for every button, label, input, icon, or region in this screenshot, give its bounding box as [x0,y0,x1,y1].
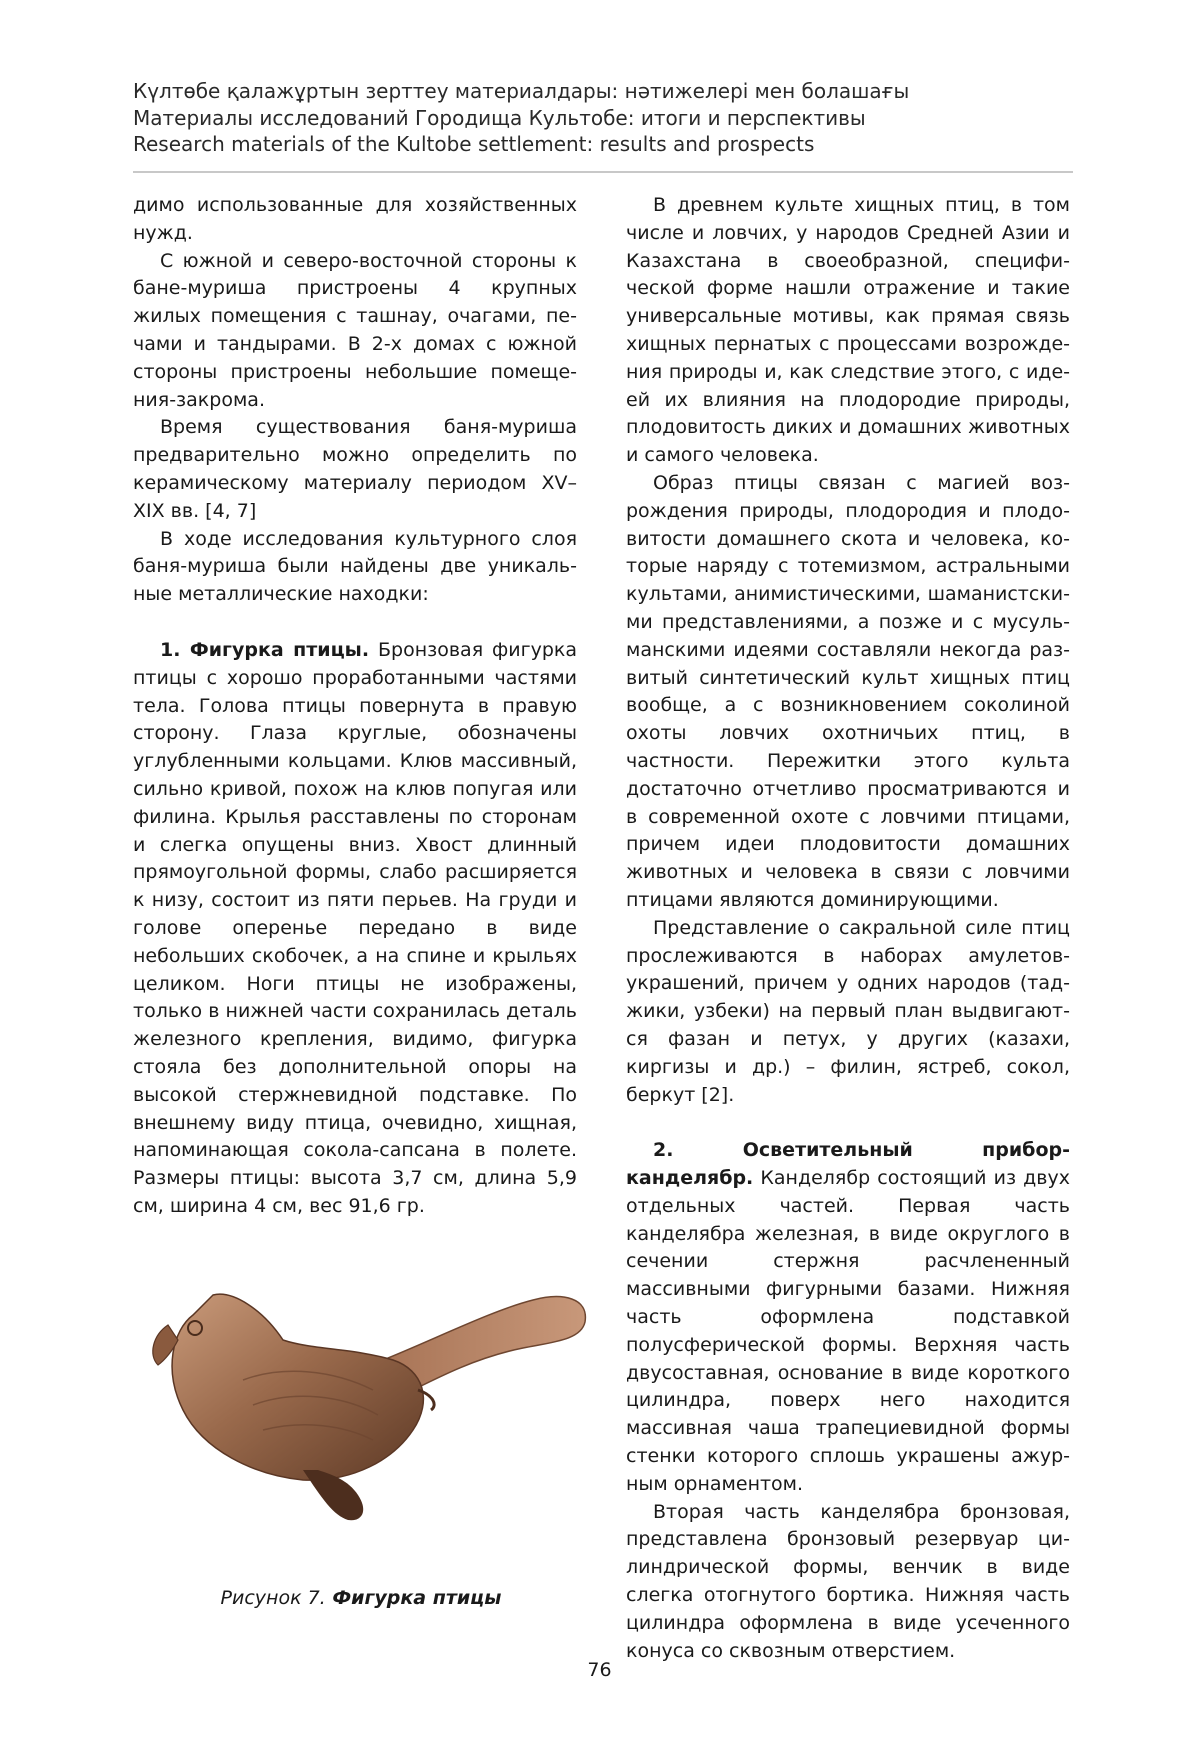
header-kazakh: Күлтөбе қалажұртын зерттеу материалдары: нәтижелері мен болашағы [133,79,910,103]
section-title: 2. Осветительный прибор-канделябр. [626,1139,1070,1190]
figure-caption [133,1585,589,1611]
section-title: 1. Фигурка птицы. [160,638,370,661]
header-russian: Материалы исследований Городища Культобе: итоги и перспективы [133,105,866,130]
paragraph: Представление о сакральной силе птиц прослеживаются в наборах амулетов-украшений, причем у одних народов (таджики, узбеки) на первый план выдвигаются фазан и петух, у других (казахи, киргизы и др.) – филин, ястреб, сокол, беркут [2]. [626,916,1070,1106]
right-column [626,192,1070,1665]
paragraph: Вторая часть канделябра бронзовая, представлена бронзовый резервуар цилиндрической формы, венчик в виде слегка отогнутого бортика. Нижняя часть цилиндра оформлена в виде усеченного конуса со сквозным отверстием. [626,1500,1070,1662]
paragraph-bird-figurine [133,637,577,1221]
paragraph: димо использованные для хозяйственных нужд. [133,194,577,244]
running-header [133,78,1073,158]
bird-figurine-photo [133,1270,589,1530]
paragraph: В древнем культе хищных птиц, в том числе и ловчих, у народов Средней Азии и Казахстана в своеобразной, специфической форме нашли отражение и такие универсальные мотивы, как прямая связь хищных пернатых с процессами возрождения природы и, как следствие этого, с идеей их влияния на плодородие природы, плодовитость диких и домашних животных и самого человека. [626,194,1070,467]
left-column [133,192,577,1221]
header-english: Research materials of the Kultobe settlement: results and prospects [133,132,815,156]
paragraph: Время существования баня-муриша предварительно можно определить по керамическому материалу периодом XV–XIX вв. [4, 7] [133,416,577,522]
caption-prefix: Рисунок 7. [220,1587,326,1609]
paragraph: В ходе исследования культурного слоя баня-муриша были найдены две уникальные металлические находки: [133,527,577,606]
paragraph-candelabrum [626,1137,1070,1498]
header-divider [133,171,1073,173]
caption-title: Фигурка птицы [325,1587,502,1609]
paragraph-text: Канделябр состоящий из двух отдельных частей. Первая часть канделябра железная, в виде округлого в сечении стержня расчлененный массивными фигурными базами. Нижняя часть оформлена подставкой полусферической формы. Верхняя часть двусоставная, основание в виде короткого цилиндра, поверх него находится массивная чаша трапециевидной формы стенки которого сплошь украшены ажурным орнаментом. [626,1167,1070,1495]
paragraph: Образ птицы связан с магией возрождения природы, плодородия и плодовитости домашнего скота и человека, которые наряду с тотемизмом, астральными культами, анимистическими, шаманистскими представлениями, а позже и с мусульманскими идеями составляли некогда развитый синтетический культ хищных птиц вообще, а с возникновением соколиной охоты ловчих охотничьих птиц, в частности. Пережитки этого культа достаточно отчетливо просматриваются и в современной охоте с ловчими птицами, причем идеи плодовитости домашних животных и человека в связи с ловчими птицами являются доминирующими. [626,471,1070,911]
page-number: 76 [587,1659,612,1681]
paragraph: С южной и северо-восточной стороны к бане-муриша пристроены 4 крупных жилых помещения с ташнау, очагами, печами и тандырами. В 2-х домах с южной стороны пристроены небольшие помещения-закрома. [133,249,577,411]
paragraph-text: Бронзовая фигурка птицы с хорошо проработанными частями тела. Голова птицы повернута в правую сторону. Глаза круглые, обозначены углубленными кольцами. Клюв массивный, сильно кривой, похож на клюв попугая или филина. Крылья расставлены по сторонам и слегка опущены вниз. Хвост длинный прямоугольной формы, слабо расширяется к низу, состоит из пяти перьев. На груди и голове оперенье передано в виде небольших скобочек, а на спине и крыльях целиком. Ноги птицы не изображены, только в нижней части сохранилась деталь железного крепления, видимо, фигурка стояла без дополнительной опоры на высокой стержневидной подставке. По внешнему виду птица, очевидно, хищная, напоминающая сокола-сапсана в полете. Размеры птицы: высота 3,7 см, длина 5,9 см, ширина 4 см, вес 91,6 гр. [133,638,578,1217]
